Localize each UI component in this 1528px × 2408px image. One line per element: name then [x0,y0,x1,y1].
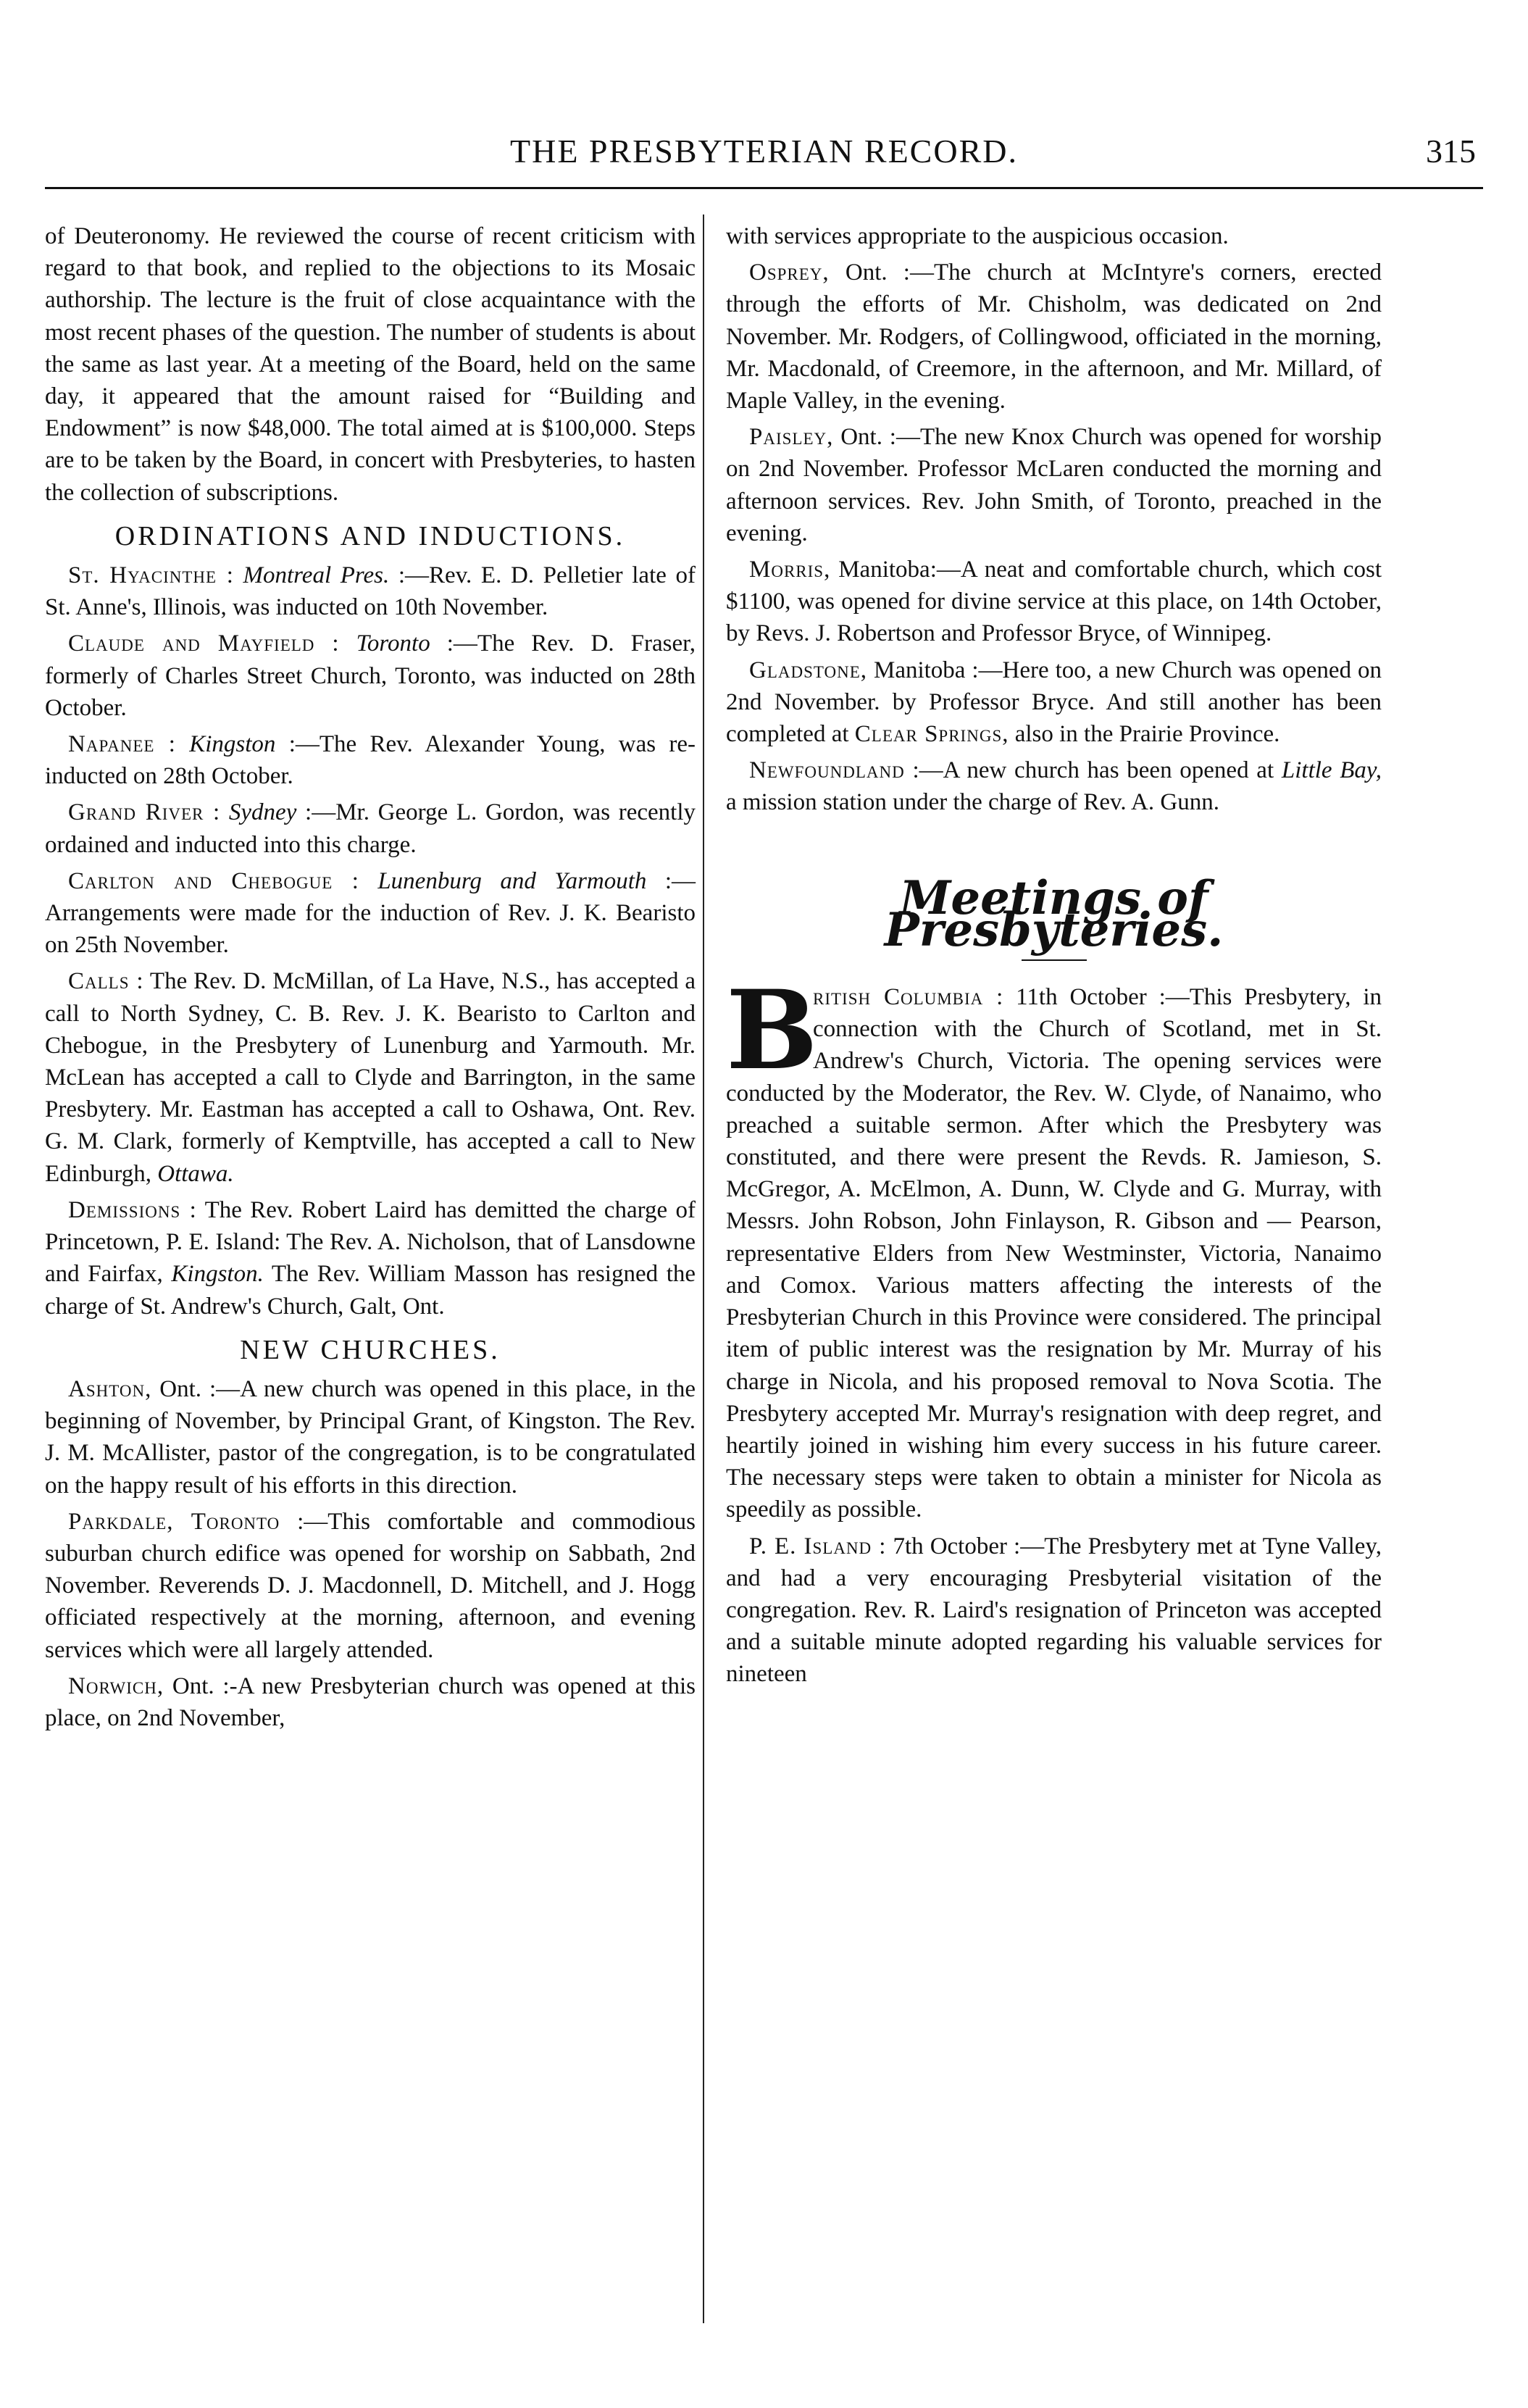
ordination-carlton-chebogue [45,865,696,962]
entry-body: :—Arrangements were made for the induction of Rev. J. K. Bearisto on 25th November. [45,867,696,959]
entry-lead: Osprey, [749,259,830,286]
ordination-grand-river [45,796,696,860]
entry-lead: Demissions : [68,1196,197,1223]
church-parkdale [45,1506,696,1666]
entry-place: Lunenburg and Yarmouth [377,867,647,894]
continued-paragraph: with services appropriate to the auspicious occasion. [726,223,1229,249]
entry-body: Ont. :—The church at McIntyre's corners, erected through the efforts of Mr. Chisholm, was dedicated on 2nd November. Mr. Rodgers, of Collingwood, officiated in the morning, Mr. Macdonald, of Creemore, in the afternoon, and Mr. Millard, of Maple Valley, in the evening. [726,259,1382,414]
church-ashton [45,1373,696,1501]
entry-place: Clear Springs, [854,721,1009,748]
entry-body: also in the Prairie Province. [1014,721,1280,748]
church-norwich [45,1670,696,1734]
entry-lead: Grand River : [68,799,221,826]
entry-lead: Calls : [68,968,144,995]
left-column [45,220,696,1738]
page-number: 315 [1426,133,1476,170]
entry-place: Little Bay, [1281,757,1382,784]
entry-lead: Norwich, [68,1672,164,1699]
entry-body: The Rev. William Masson has resigned the charge of St. Andrew's Church, Galt, Ont. [45,1261,696,1320]
entry-body: Ont. :—The new Knox Church was opened for worship on 2nd November. Professor McLaren conducted the morning and afternoon services. Rev. John Smith, of Toronto, preached in the evening. [726,424,1382,546]
entry-lead: P. E. Island : [749,1533,887,1559]
entry-body: The Rev. Robert Laird has demitted the charge of Princetown, P. E. Island: The Rev. A. Nicholson, that of Lansdowne and Fairfax, [45,1196,696,1288]
entry-body: :—The Rev. D. Fraser, formerly of Charles Street Church, Toronto, was inducted on 28th October. [45,630,696,721]
ordination-napanee [45,728,696,792]
entry-body: Ont. :-A new Presbyterian church was opened at this place, on 2nd November, [45,1672,696,1731]
intro-paragraph: of Deuteronomy. He reviewed the course of recent criticism with regard to that book, and replied to the objections to its Mosaic authorship. The lecture is the fruit of close acquaintance with the most recent phases of the question. The number of students is about the same as last year. At a meeting of the Board, held on the same day, it appeared that the amount raised for “Building and Endowment” is now $48,000. The total aimed at is $100,000. Steps are to be taken by the Board, in concert with Presbyteries, to hasten the collection of subscriptions. [45,223,696,506]
entry-lead: Morris, [749,557,831,583]
section-heading-meetings: Meetings of Presbyteries. [884,870,1224,957]
section-heading-new-churches: NEW CHURCHES. [240,1334,501,1365]
church-osprey [726,257,1382,417]
heading-rule [1022,959,1087,961]
entry-body: Manitoba:—A neat and comfortable church, which cost $1100, was opened for divine service at this place, on 14th October, by Revs. J. Robertson and Professor Bryce, of Winnipeg. [726,557,1382,647]
entry-place: Kingston [189,731,276,758]
entry-body: :—Rev. E. D. Pelletier late of St. Anne's, Illinois, was inducted on 10th November. [45,562,696,621]
entry-body: The Rev. D. McMillan, of La Have, N.S., has accepted a call to North Sydney, C. B. Rev. J. K. Bearisto to Carlton and Chebogue, in the Presbytery of Lunenburg and Yarmouth. Mr. McLean has accepted a call to Clyde and Barrington, in the same Presbytery. Mr. Eastman has accepted a call to Oshawa, Ont. Rev. G. M. Clark, formerly of Kemptville, has accepted a call to New Edinburgh, [45,968,696,1187]
entry-lead: St. Hyacinthe : [68,562,234,589]
meeting-pe-island [726,1530,1382,1691]
entry-lead: Napanee : [68,731,176,758]
church-gladstone [726,654,1382,751]
entry-place: Ottawa. [157,1160,234,1187]
entry-lead: Claude and Mayfield : [68,630,340,657]
entry-body: Ont. :—A new church was opened in this place, in the beginning of November, by Principal Grant, of Kingston. The Rev. J. M. McAllister, pastor of the congregation, is to be congratulated on the happy result of his efforts in this direction. [45,1375,696,1499]
entry-lead: Newfoundland [749,757,905,784]
section-heading-ordinations: ORDINATIONS AND INDUCTIONS. [114,520,626,551]
entry-body: 11th October :—This Presbytery, in connection with the Church of Scotland, met in St. Andrew's Church, Victoria. The opening services were conducted by the Moderator, the Rev. W. Clyde, of Nanaimo, who preached a suitable sermon. After which the Presbytery was constituted, and there were present the Revds. R. Jamieson, S. McGregor, A. McElmon, A. Dunn, W. Clyde and G. Murray, with Messrs. John Robson, John Finlayson, R. Gibson and — Pearson, representative Elders from New Westminster, Victoria, Nanaimo and Comox. Various matters affecting the interests of the Presbyterian Church in this Province were considered. The principal item of public interest was the resignation by Mr. Murray of his charge in Nicola, and his proposed removal to Nova Scotia. The Presbytery accepted Mr. Murray's resignation with deep regret, and heartily joined in wishing him every success in his future career. The necessary steps were taken to obtain a minister for Nicola as speedily as possible. [726,984,1382,1523]
entry-place: Toronto [356,630,430,657]
running-header [45,132,1483,189]
entry-lead: Gladstone, [749,657,868,683]
entry-lead: ritish Columbia : [813,984,1004,1011]
entry-lead: Paisley, [749,424,834,451]
demissions-paragraph [45,1194,696,1322]
entry-place: Kingston. [171,1261,264,1288]
calls-paragraph [45,965,696,1189]
entry-body: :—Mr. George L. Gordon, was recently ordained and inducted into this charge. [45,799,696,858]
ordination-st-hyacinthe [45,559,696,623]
entry-place: Sydney [228,799,297,826]
entry-lead: Ashton, [68,1375,152,1402]
drop-cap: B [726,967,818,1095]
entry-body: :—This comfortable and commodious suburban church edifice was opened for worship on Sabbath, 2nd November. Reverends D. J. Macdonnell, D. Mitchell, and J. Hogg officiated respectively at the morning, afternoon, and evening services which were all largely attended. [45,1508,696,1663]
journal-title: THE PRESBYTERIAN RECORD. [510,133,1018,170]
entry-body: Manitoba :—Here too, a new Church was opened on 2nd November. by Professor Bryce. And still another has been completed at [726,657,1382,748]
entry-body: 7th October :—The Presbytery met at Tyne Valley, and had a very encouraging Presbyterial visitation of the congregation. Rev. R. Laird's resignation of Princeton was accepted and a suitable minute adopted regarding his valuable services for nineteen [726,1533,1382,1688]
right-column [726,220,1382,1695]
church-paisley [726,421,1382,549]
meeting-british-columbia [726,967,1382,1525]
ordination-claude-mayfield [45,628,696,724]
column-divider [703,214,704,2323]
entry-body: :—A new church has been opened at [912,757,1274,784]
entry-lead: Parkdale, Toronto [68,1508,280,1535]
entry-lead: Carlton and Chebogue : [68,867,359,894]
entry-body: :—The Rev. Alexander Young, was re-inducted on 28th October. [45,731,696,790]
entry-place: Montreal Pres. [243,562,390,589]
entry-body: a mission station under the charge of Rev. A. Gunn. [726,789,1219,816]
church-newfoundland [726,754,1382,818]
church-morris [726,554,1382,650]
